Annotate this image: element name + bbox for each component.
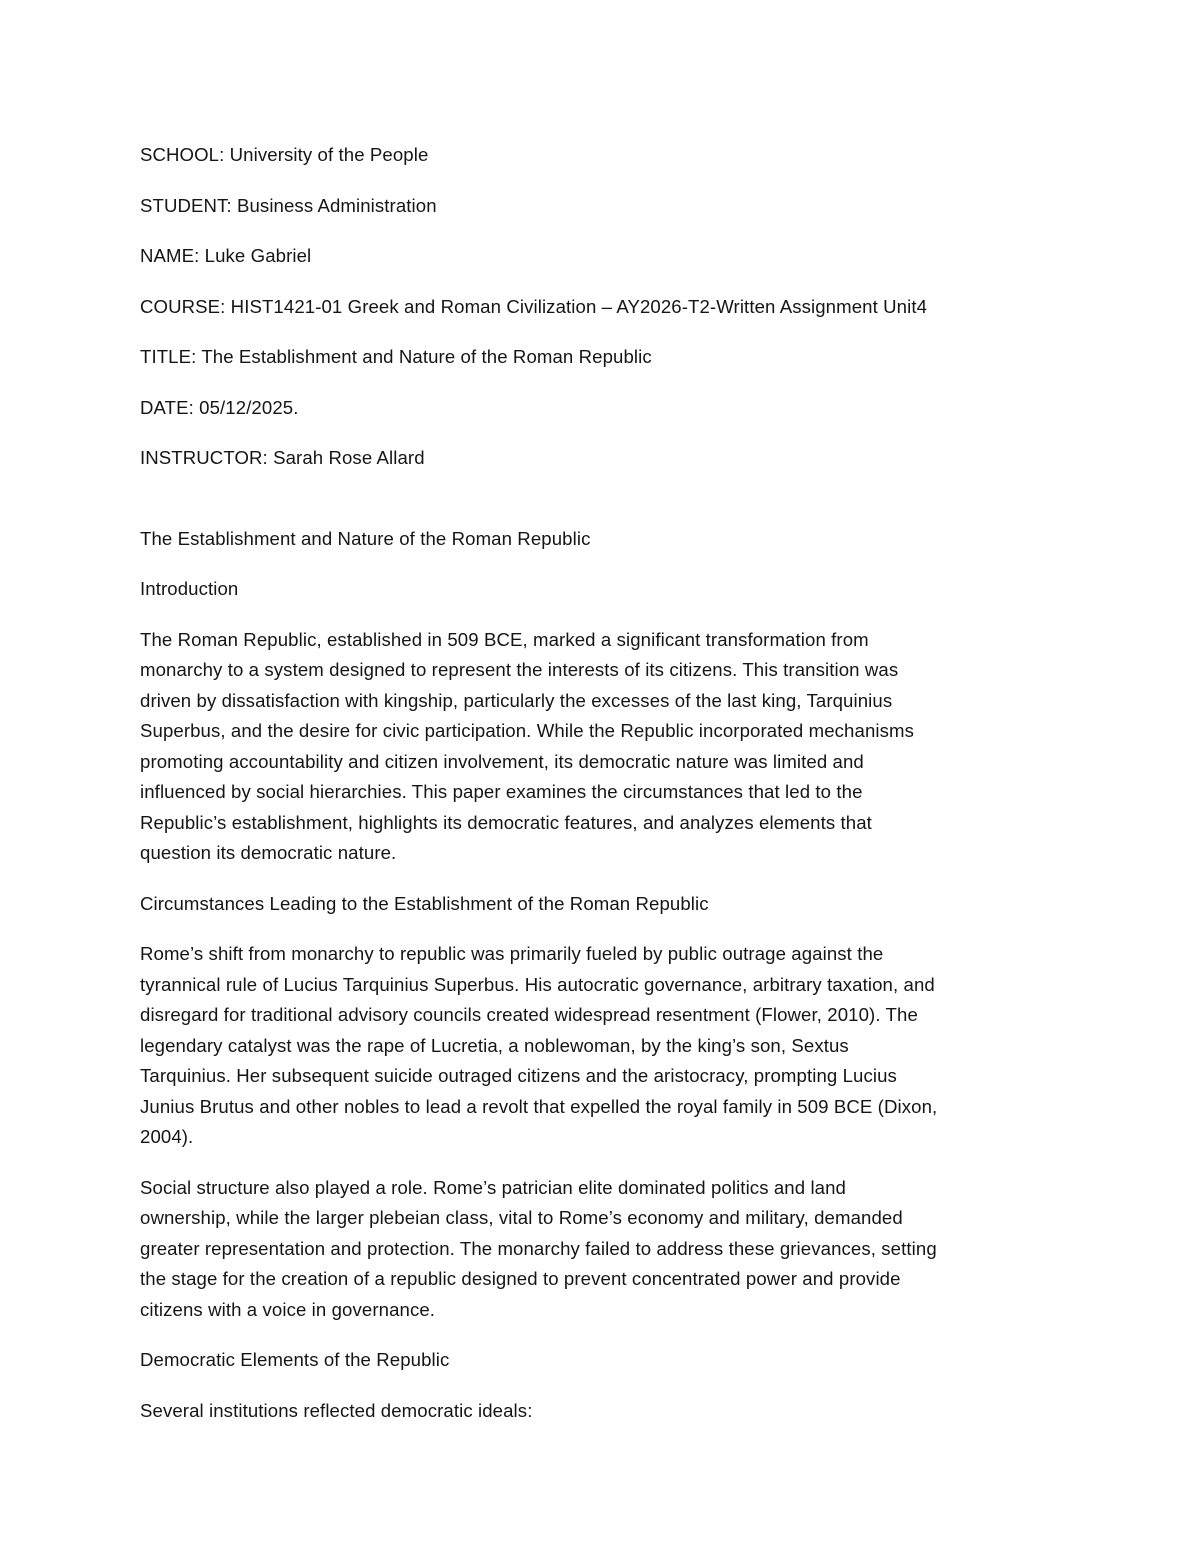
- paragraph: Several institutions reflected democratic ideals:: [140, 1399, 533, 1421]
- section-circumstances: [140, 889, 940, 1326]
- assignment-header-block: [140, 140, 940, 474]
- header-line-date: DATE: 05/12/2025.: [140, 396, 299, 418]
- section-introduction: [140, 574, 940, 869]
- paragraph: The Roman Republic, established in 509 BCE, marked a significant transformation from monarchy to a system designed to represent the interests of its citizens. This transition was driven by dissatisfaction with kingship, particularly the excesses of the last king, Tarquinius Superbus, and the desire for civic participation. While the Republic incorporated mechanisms promoting accountability and citizen involvement, its democratic nature was limited and influenced by social hierarchies. This paper examines the circumstances that led to the Republic’s establishment, highlights its democratic features, and analyzes elements that question its democratic nature.: [140, 628, 914, 863]
- header-line-title: TITLE: The Establishment and Nature of the Roman Republic: [140, 346, 652, 367]
- section-heading: Democratic Elements of the Republic: [140, 1349, 450, 1370]
- header-line-student: STUDENT: Business Administration: [140, 194, 437, 216]
- paragraph: Social structure also played a role. Rome’s patrician elite dominated politics and land ownership, while the larger plebeian class, vital to Rome’s economy and military, demanded greater representation and protection. The monarchy failed to address these grievances, setting the stage for the creation of a republic designed to prevent concentrated power and provide citizens with a voice in governance.: [140, 1176, 937, 1320]
- section-democratic-elements: [140, 1345, 940, 1426]
- header-line-name: NAME: Luke Gabriel: [140, 245, 312, 266]
- document-title: The Establishment and Nature of the Roman Republic: [140, 527, 591, 549]
- header-line-school: SCHOOL: University of the People: [140, 144, 429, 165]
- header-line-course: COURSE: HIST1421-01 Greek and Roman Civilization – AY2026-T2-Written Assignment Unit4: [140, 295, 928, 317]
- section-heading: Introduction: [140, 578, 239, 599]
- header-line-instructor: INSTRUCTOR: Sarah Rose Allard: [140, 447, 425, 468]
- paragraph: Rome’s shift from monarchy to republic was primarily fueled by public outrage against the tyrannical rule of Lucius Tarquinius Superbus. His autocratic governance, arbitrary taxation, and disregard for traditional advisory councils created widespread resentment (Flower, 2010). The legendary catalyst was the rape of Lucretia, a noblewoman, by the king’s son, Sextus Tarquinius. Her subsequent suicide outraged citizens and the aristocracy, prompting Lucius Junius Brutus and other nobles to lead a revolt that expelled the royal family in 509 BCE (Dixon, 2004).: [140, 943, 938, 1147]
- section-heading: Circumstances Leading to the Establishment of the Roman Republic: [140, 892, 709, 914]
